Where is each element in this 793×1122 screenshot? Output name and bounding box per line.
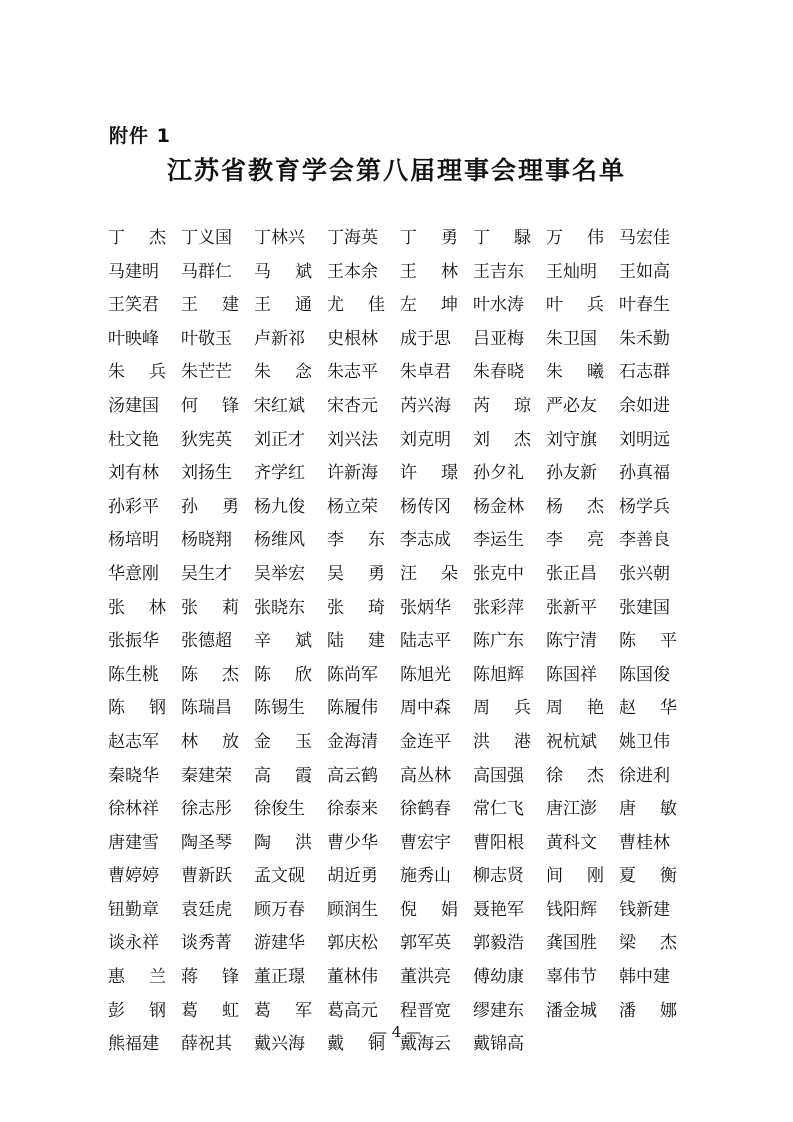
- member-name: 陈 欣: [254, 664, 312, 685]
- member-name: 朱 念: [254, 362, 312, 383]
- member-name: 葛高元: [327, 1000, 378, 1021]
- member-name: 赵志军: [108, 731, 159, 752]
- member-name: 赵 华: [619, 698, 677, 719]
- member-name: 常仁飞: [473, 799, 524, 820]
- member-name: 丁 杰: [108, 228, 166, 248]
- member-name: 金海清: [327, 731, 378, 752]
- member-name: 余如进: [619, 395, 670, 416]
- member-name: 谈永祥: [108, 933, 159, 954]
- member-name: 郭军英: [400, 933, 451, 954]
- member-name: 杨传冈: [400, 496, 451, 517]
- member-name: 朱禾勤: [619, 328, 670, 349]
- member-name: 徐俊生: [254, 799, 305, 820]
- member-name: 刘守旗: [546, 429, 597, 450]
- member-name: 姚卫伟: [619, 731, 670, 752]
- member-name: 李善良: [619, 530, 670, 551]
- member-name: 张正昌: [546, 563, 597, 584]
- member-name: 秦晓华: [108, 765, 159, 786]
- member-name: 间 刚: [546, 866, 604, 887]
- member-name: 熊福建: [108, 1034, 159, 1055]
- member-name: 王本余: [327, 261, 378, 282]
- member-name: 刘 杰: [473, 429, 531, 450]
- member-name: 林 放: [181, 731, 239, 752]
- member-name: 傅幼康: [473, 967, 524, 988]
- member-name: 陈尚军: [327, 664, 378, 685]
- member-name: 杨维风: [254, 530, 305, 551]
- member-name: 严必友: [546, 395, 597, 416]
- member-name: 钱新建: [619, 899, 670, 920]
- member-name: 陈旭光: [400, 664, 451, 685]
- member-name: 唐建雪: [108, 832, 159, 853]
- member-name: 钮勤章: [108, 899, 159, 920]
- member-name: 王灿明: [546, 261, 597, 282]
- member-name: 游建华: [254, 933, 305, 954]
- member-name: 彭 钢: [108, 1000, 166, 1021]
- member-name: 芮 琼: [473, 395, 531, 416]
- member-name: 周 艳: [546, 698, 604, 719]
- member-name: 曹宏宇: [400, 832, 451, 853]
- member-name: 陈生桃: [108, 664, 159, 685]
- document-title: 江苏省教育学会第八届理事会理事名单: [166, 156, 626, 185]
- member-name: 陈 杰: [181, 664, 239, 685]
- member-name: 万 伟: [546, 228, 604, 248]
- member-name: 戴 铜: [327, 1034, 385, 1055]
- member-name: 惠 兰: [108, 967, 166, 988]
- member-name: 施秀山: [400, 866, 451, 887]
- member-name: 高云鹤: [327, 765, 378, 786]
- member-name: 缪建东: [473, 1000, 524, 1021]
- member-name: 张 莉: [181, 597, 239, 618]
- member-name: 丁海英: [327, 228, 378, 248]
- member-name: 张彩萍: [473, 597, 524, 618]
- member-name: 梁 杰: [619, 933, 677, 954]
- member-name: 徐志彤: [181, 799, 232, 820]
- member-name: 张炳华: [400, 597, 451, 618]
- member-name: 张德超: [181, 631, 232, 652]
- member-name: 陈 平: [619, 631, 677, 652]
- member-name: 狄宪英: [181, 429, 232, 450]
- member-name: 刘正才: [254, 429, 305, 450]
- member-name: 马宏佳: [619, 228, 670, 248]
- member-name: 陈瑞昌: [181, 698, 232, 719]
- member-name: 杨学兵: [619, 496, 670, 517]
- member-name: 杨 杰: [546, 496, 604, 517]
- member-name: 洪 港: [473, 731, 531, 752]
- member-name: 蒋 锋: [181, 967, 239, 988]
- member-name: 马建明: [108, 261, 159, 282]
- member-name: 李 亮: [546, 530, 604, 551]
- member-name: 胡近勇: [327, 866, 378, 887]
- member-name: 马 斌: [254, 261, 312, 282]
- member-name: 王 建: [181, 295, 239, 316]
- member-name: 尤 佳: [327, 295, 385, 316]
- member-name: 何 锋: [181, 395, 239, 416]
- member-name: 芮兴海: [400, 395, 451, 416]
- member-name: 杨金林: [473, 496, 524, 517]
- member-name: 徐鹤春: [400, 799, 451, 820]
- member-name: 张克中: [473, 563, 524, 584]
- member-name: 金 玉: [254, 731, 312, 752]
- member-name: 陈广东: [473, 631, 524, 652]
- member-name: 黄科文: [546, 832, 597, 853]
- member-name: 孟文砚: [254, 866, 305, 887]
- member-name: 董洪亮: [400, 967, 451, 988]
- member-name: 丁林兴: [254, 228, 305, 248]
- member-name: 高丛林: [400, 765, 451, 786]
- member-name: 叶春生: [619, 295, 670, 316]
- member-name: 董正璟: [254, 967, 305, 988]
- member-name: 朱志平: [327, 362, 378, 383]
- member-name: 张 林: [108, 597, 166, 618]
- member-name: 石志群: [619, 362, 670, 383]
- member-name: 唐江澎: [546, 799, 597, 820]
- member-name: 王吉东: [473, 261, 524, 282]
- member-name: 曹阳根: [473, 832, 524, 853]
- member-name: 徐林祥: [108, 799, 159, 820]
- member-name: 张振华: [108, 631, 159, 652]
- page-number: — 4 —: [371, 1023, 422, 1041]
- member-name: 孙彩平: [108, 496, 159, 517]
- member-name: 曹新跃: [181, 866, 232, 887]
- member-name: 潘金城: [546, 1000, 597, 1021]
- member-name: 孙真福: [619, 463, 670, 484]
- member-name: 朱 兵: [108, 362, 166, 383]
- member-name: 朱芒芒: [181, 362, 232, 383]
- member-name: 周 兵: [473, 698, 531, 719]
- member-name: 杨立荣: [327, 496, 378, 517]
- member-name: 左 坤: [400, 295, 458, 316]
- member-name: 张兴朝: [619, 563, 670, 584]
- member-name: 李 东: [327, 530, 385, 551]
- member-name: 刘有林: [108, 463, 159, 484]
- member-name: 杨晓翔: [181, 530, 232, 551]
- member-name: 夏 衡: [619, 866, 677, 887]
- member-name: 卢新祁: [254, 328, 305, 349]
- member-name: 葛 军: [254, 1000, 312, 1021]
- member-name: 孙 勇: [181, 496, 239, 517]
- member-name: 朱卫国: [546, 328, 597, 349]
- member-name: 丁 騄: [473, 228, 531, 248]
- member-name: 刘明远: [619, 429, 670, 450]
- member-name: 吴 勇: [327, 563, 385, 584]
- member-name: 聂艳军: [473, 899, 524, 920]
- member-name: 刘扬生: [181, 463, 232, 484]
- member-name: 王 林: [400, 261, 458, 282]
- member-name: 徐进利: [619, 765, 670, 786]
- member-name: 谈秀菁: [181, 933, 232, 954]
- member-name: 陈国祥: [546, 664, 597, 685]
- member-name: 徐泰来: [327, 799, 378, 820]
- member-name: 陆 建: [327, 631, 385, 652]
- member-name: 陈履伟: [327, 698, 378, 719]
- member-name: 宋杏元: [327, 395, 378, 416]
- member-name: 丁 勇: [400, 228, 458, 248]
- member-name: 葛 虹: [181, 1000, 239, 1021]
- member-name: 朱 曦: [546, 362, 604, 383]
- member-name: 宋红斌: [254, 395, 305, 416]
- member-name: 李志成: [400, 530, 451, 551]
- member-name: 朱卓君: [400, 362, 451, 383]
- member-name: 薛祝其: [181, 1034, 232, 1055]
- member-name: 戴锦高: [473, 1034, 524, 1055]
- member-name: 唐 敏: [619, 799, 677, 820]
- member-name: 成于思: [400, 328, 451, 349]
- member-name: 张晓东: [254, 597, 305, 618]
- member-name: 陈宁清: [546, 631, 597, 652]
- member-name: 陈锡生: [254, 698, 305, 719]
- member-name-list: [108, 222, 692, 1062]
- member-name: 陈旭辉: [473, 664, 524, 685]
- member-name: 李运生: [473, 530, 524, 551]
- member-name: 徐 杰: [546, 765, 604, 786]
- member-name: 齐学红: [254, 463, 305, 484]
- member-name: 辛 斌: [254, 631, 312, 652]
- member-name: 刘克明: [400, 429, 451, 450]
- member-name: 陈国俊: [619, 664, 670, 685]
- member-name: 周中森: [400, 698, 451, 719]
- member-name: 陆志平: [400, 631, 451, 652]
- member-name: 秦建荣: [181, 765, 232, 786]
- member-name: 高国强: [473, 765, 524, 786]
- member-name: 朱春晓: [473, 362, 524, 383]
- member-name: 戴海云: [400, 1034, 451, 1055]
- member-name: 曹桂林: [619, 832, 670, 853]
- member-name: 顾万春: [254, 899, 305, 920]
- member-name: 王笑君: [108, 295, 159, 316]
- member-name: 叶敬玉: [181, 328, 232, 349]
- member-name: 袁廷虎: [181, 899, 232, 920]
- member-name: 陶 洪: [254, 832, 312, 853]
- member-name: 郭庆松: [327, 933, 378, 954]
- member-name: 叶 兵: [546, 295, 604, 316]
- member-name: 许 璟: [400, 463, 458, 484]
- member-name: 韩中建: [619, 967, 670, 988]
- member-name: 汪 朵: [400, 563, 458, 584]
- member-name: 陈 钢: [108, 698, 166, 719]
- member-name: 张建国: [619, 597, 670, 618]
- member-name: 王如高: [619, 261, 670, 282]
- member-name: 杜文艳: [108, 429, 159, 450]
- member-name: 程晋宽: [400, 1000, 451, 1021]
- member-name: 吴举宏: [254, 563, 305, 584]
- member-name: 史根林: [327, 328, 378, 349]
- member-name: 顾润生: [327, 899, 378, 920]
- member-name: 华意刚: [108, 563, 159, 584]
- member-name: 叶水涛: [473, 295, 524, 316]
- member-name: 丁义国: [181, 228, 232, 248]
- member-name: 汤建国: [108, 395, 159, 416]
- member-name: 柳志贤: [473, 866, 524, 887]
- member-name: 钱阳辉: [546, 899, 597, 920]
- member-name: 戴兴海: [254, 1034, 305, 1055]
- member-name: 杨培明: [108, 530, 159, 551]
- member-name: 金连平: [400, 731, 451, 752]
- member-name: 潘 娜: [619, 1000, 677, 1021]
- member-name: 孙友新: [546, 463, 597, 484]
- member-name: 吕亚梅: [473, 328, 524, 349]
- member-name: 杨九俊: [254, 496, 305, 517]
- member-name: 叶映峰: [108, 328, 159, 349]
- member-name: 高 霞: [254, 765, 312, 786]
- member-name: 许新海: [327, 463, 378, 484]
- member-name: 吴生才: [181, 563, 232, 584]
- member-name: 陶圣琴: [181, 832, 232, 853]
- member-name: 孙夕礼: [473, 463, 524, 484]
- member-name: 祝杭斌: [546, 731, 597, 752]
- member-name: 郭毅浩: [473, 933, 524, 954]
- member-name: 刘兴法: [327, 429, 378, 450]
- member-name: 辜伟节: [546, 967, 597, 988]
- attachment-label: 附件 1: [109, 125, 171, 147]
- member-name: 曹婷婷: [108, 866, 159, 887]
- member-name: 王 通: [254, 295, 312, 316]
- member-name: 张新平: [546, 597, 597, 618]
- member-name: 马群仁: [181, 261, 232, 282]
- member-name: 倪 娟: [400, 899, 458, 920]
- member-name: 曹少华: [327, 832, 378, 853]
- member-name: 董林伟: [327, 967, 378, 988]
- member-name: 张 琦: [327, 597, 385, 618]
- member-name: 龚国胜: [546, 933, 597, 954]
